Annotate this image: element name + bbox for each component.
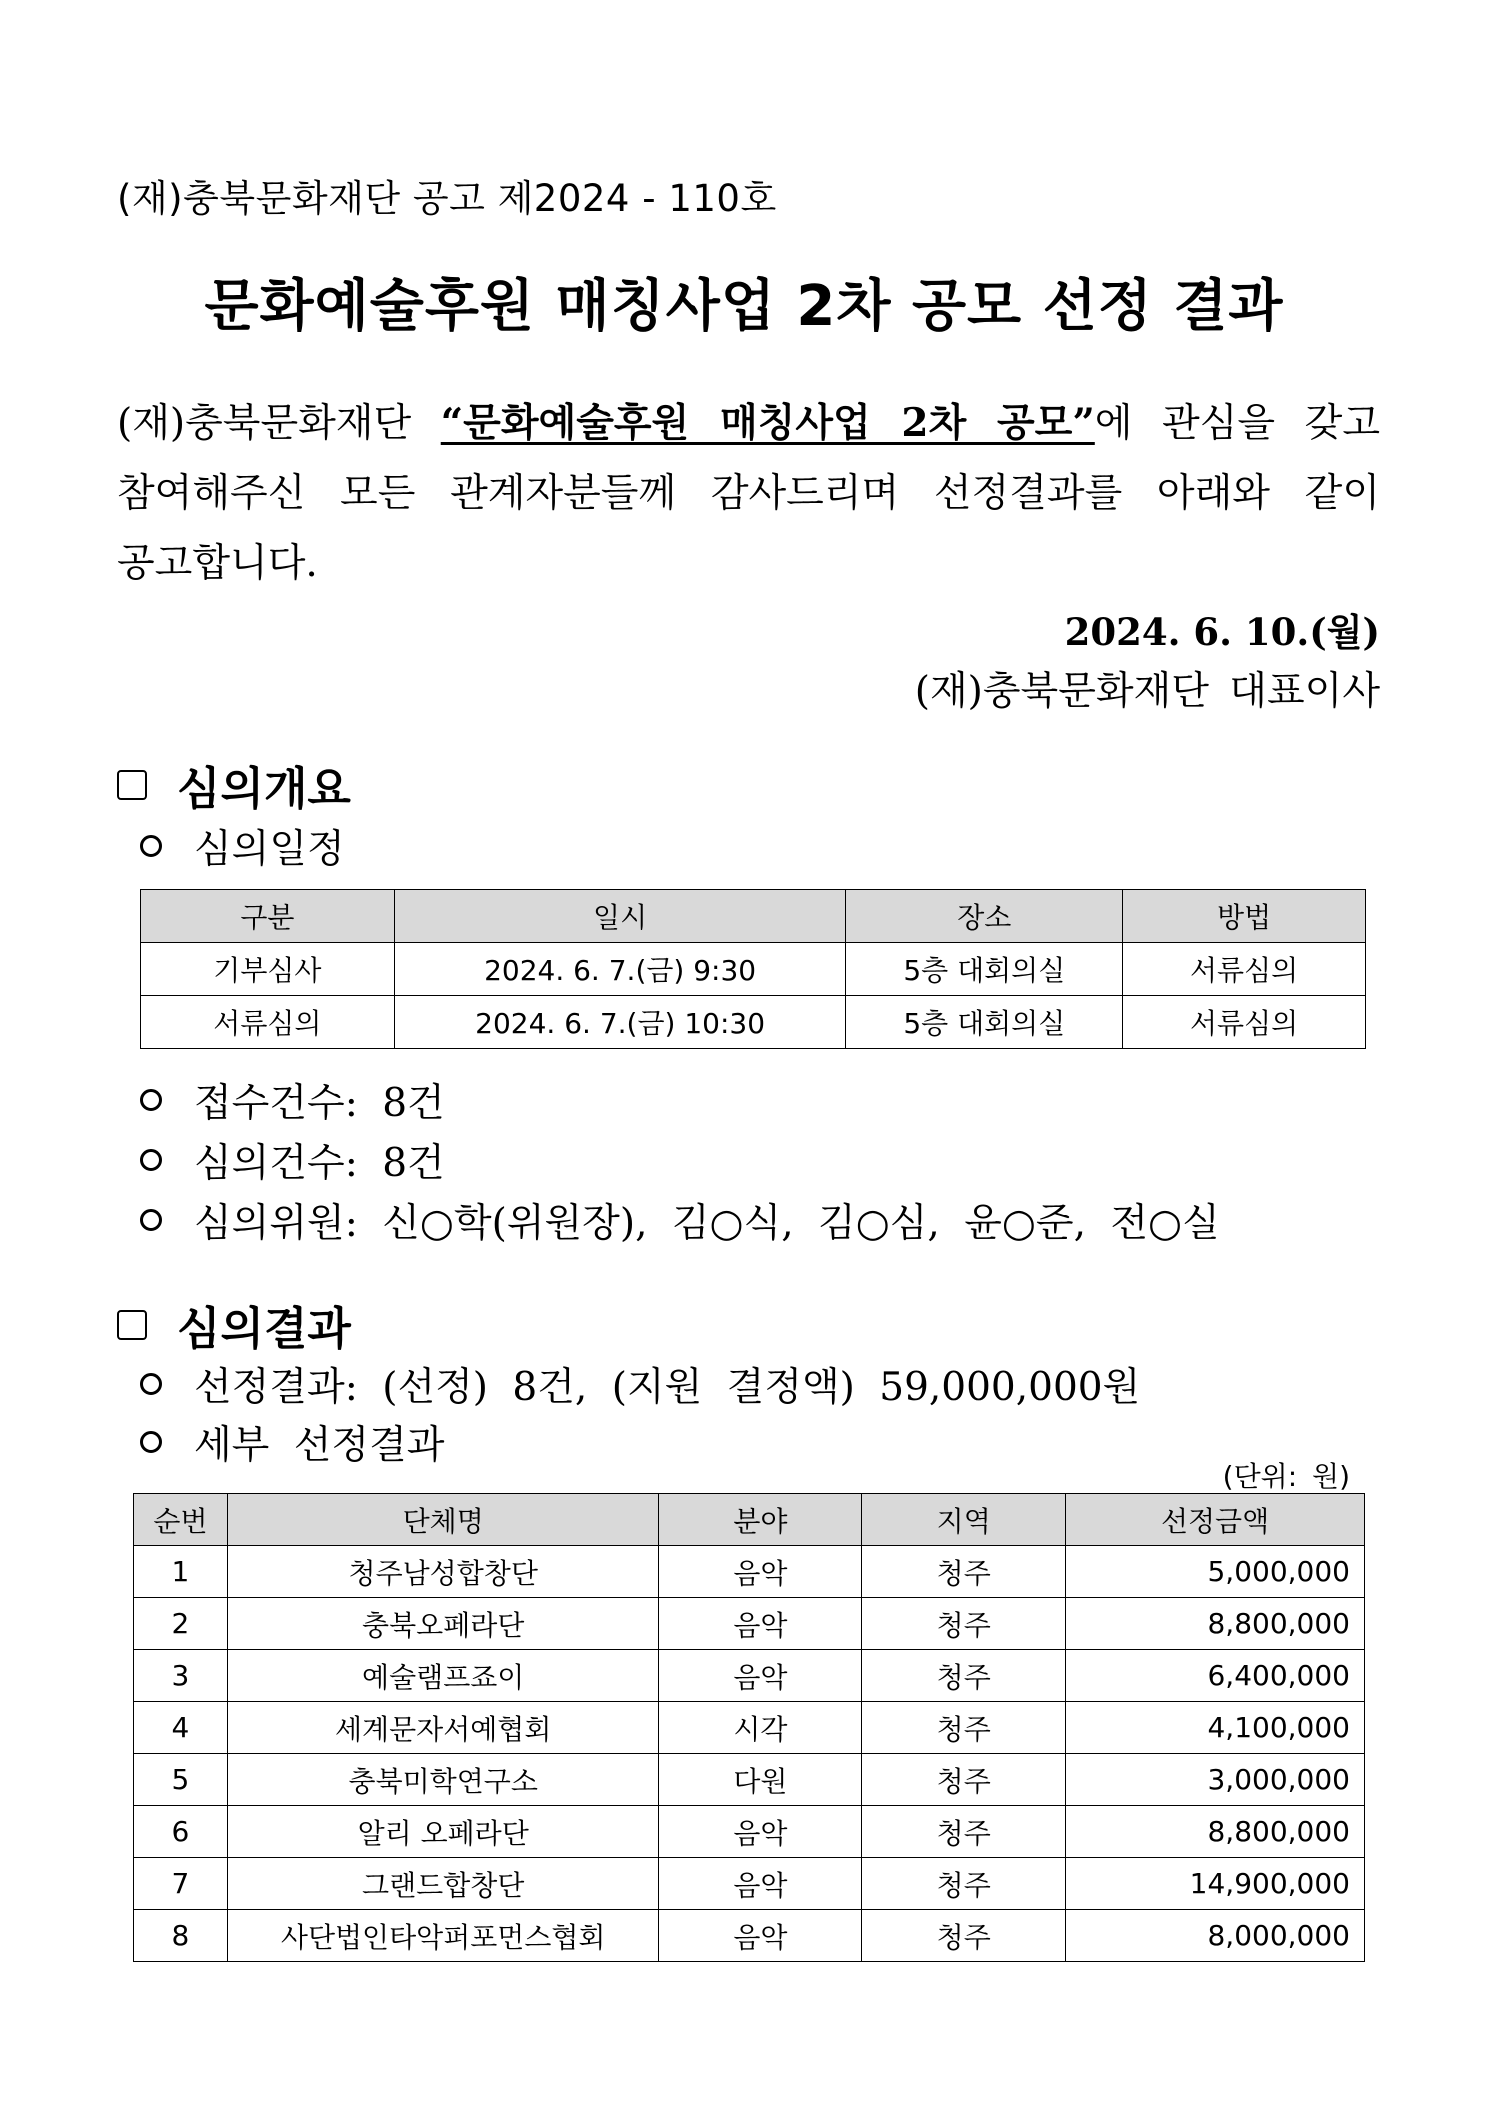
received-count-item [140, 1072, 445, 1128]
table-cell: 청주 [862, 1598, 1066, 1650]
table-cell: 5,000,000 [1066, 1546, 1365, 1598]
section-title: 심의개요 [177, 762, 351, 815]
square-bullet-icon [117, 770, 147, 800]
table-header-cell: 분야 [659, 1494, 862, 1546]
notice-date: 2024. 6. 10.(월) [1064, 610, 1380, 654]
schedule-table [140, 889, 1366, 1049]
table-cell: 5층 대회의실 [846, 943, 1123, 996]
table-cell: 예술램프죠이 [227, 1650, 659, 1702]
signer: (재)충북문화재단 대표이사 [914, 669, 1380, 714]
section-review-overview [117, 752, 351, 817]
table-header-cell: 순번 [134, 1494, 228, 1546]
table-row [134, 1910, 1365, 1962]
circle-bullet-icon [140, 835, 162, 857]
table-cell: 다원 [659, 1754, 862, 1806]
table-header-cell: 단체명 [227, 1494, 659, 1546]
table-header-cell: 지역 [862, 1494, 1066, 1546]
detail-label: 세부 선정결과 [194, 1423, 445, 1468]
table-header-cell: 일시 [394, 890, 846, 943]
table-cell: 음악 [659, 1598, 862, 1650]
table-cell: 음악 [659, 1910, 862, 1962]
table-row [134, 1858, 1365, 1910]
unit-label: (단위: 원) [1222, 1460, 1350, 1493]
table-cell: 6 [134, 1806, 228, 1858]
table-cell: 7 [134, 1858, 228, 1910]
committee-item [140, 1192, 1220, 1248]
intro-line-2: 참여해주신 모든 관계자분들께 감사드리며 선정결과를 아래와 같이 [117, 471, 1380, 516]
table-cell: 청주 [862, 1858, 1066, 1910]
circle-bullet-icon [140, 1089, 162, 1111]
circle-bullet-icon [140, 1209, 162, 1231]
intro-suffix: 에 관심을 갖고 [1094, 401, 1381, 446]
table-cell: 1 [134, 1546, 228, 1598]
intro-paragraph [117, 388, 1380, 599]
table-row [141, 996, 1366, 1049]
table-cell: 기부심사 [141, 943, 395, 996]
table-cell: 서류심의 [141, 996, 395, 1049]
section-title: 심의결과 [177, 1302, 351, 1355]
committee-members: 심의위원: 신○학(위원장), 김○식, 김○심, 윤○준, 전○실 [194, 1201, 1220, 1246]
table-cell: 그랜드합창단 [227, 1858, 659, 1910]
table-cell: 청주 [862, 1702, 1066, 1754]
circle-bullet-icon [140, 1431, 162, 1453]
intro-line-1 [117, 388, 1380, 459]
page-title: 문화예술후원 매칭사업 2차 공모 선정 결과 [204, 274, 1284, 339]
table-cell: 2024. 6. 7.(금) 10:30 [394, 996, 846, 1049]
table-header-cell: 장소 [846, 890, 1123, 943]
table-header-cell: 선정금액 [1066, 1494, 1365, 1546]
table-cell: 4 [134, 1702, 228, 1754]
table-row [134, 1546, 1365, 1598]
table-cell: 세계문자서예협회 [227, 1702, 659, 1754]
circle-bullet-icon [140, 1373, 162, 1395]
table-cell: 8 [134, 1910, 228, 1962]
received-count: 접수건수: 8건 [194, 1081, 445, 1126]
results-table [133, 1493, 1365, 1962]
table-cell: 4,100,000 [1066, 1702, 1365, 1754]
table-cell: 2 [134, 1598, 228, 1650]
table-cell: 8,800,000 [1066, 1806, 1365, 1858]
schedule-label-item [140, 818, 345, 874]
table-cell: 서류심의 [1123, 943, 1366, 996]
schedule-label: 심의일정 [194, 827, 345, 872]
table-cell: 청주 [862, 1650, 1066, 1702]
reviewed-count-item [140, 1132, 445, 1188]
table-cell: 3,000,000 [1066, 1754, 1365, 1806]
table-row [134, 1702, 1365, 1754]
table-cell: 청주 [862, 1546, 1066, 1598]
circle-bullet-icon [140, 1149, 162, 1171]
table-row [134, 1754, 1365, 1806]
selection-summary: 선정결과: (선정) 8건, (지원 결정액) 59,000,000원 [194, 1365, 1141, 1410]
table-cell: 시각 [659, 1702, 862, 1754]
table-row [134, 1806, 1365, 1858]
table-cell: 8,000,000 [1066, 1910, 1365, 1962]
table-cell: 사단법인타악퍼포먼스협회 [227, 1910, 659, 1962]
table-row [141, 943, 1366, 996]
table-cell: 청주 [862, 1806, 1066, 1858]
table-header-row [141, 890, 1366, 943]
table-cell: 2024. 6. 7.(금) 9:30 [394, 943, 846, 996]
table-cell: 충북미학연구소 [227, 1754, 659, 1806]
summary-item [140, 1356, 1140, 1412]
table-cell: 8,800,000 [1066, 1598, 1365, 1650]
table-cell: 6,400,000 [1066, 1650, 1365, 1702]
table-cell: 알리 오페라단 [227, 1806, 659, 1858]
table-cell: 서류심의 [1123, 996, 1366, 1049]
table-row [134, 1598, 1365, 1650]
table-cell: 음악 [659, 1650, 862, 1702]
table-cell: 음악 [659, 1858, 862, 1910]
table-cell: 충북오페라단 [227, 1598, 659, 1650]
table-row [134, 1650, 1365, 1702]
reviewed-count: 심의건수: 8건 [194, 1141, 445, 1186]
table-header-cell: 구분 [141, 890, 395, 943]
table-cell: 청주남성합창단 [227, 1546, 659, 1598]
table-cell: 5층 대회의실 [846, 996, 1123, 1049]
table-cell: 음악 [659, 1806, 862, 1858]
table-header-cell: 방법 [1123, 890, 1366, 943]
table-cell: 음악 [659, 1546, 862, 1598]
table-cell: 14,900,000 [1066, 1858, 1365, 1910]
notice-number: (재)충북문화재단 공고 제2024 - 110호 [117, 177, 777, 220]
table-cell: 청주 [862, 1910, 1066, 1962]
section-review-results [117, 1292, 351, 1357]
table-cell: 3 [134, 1650, 228, 1702]
intro-line-3: 공고합니다. [117, 541, 318, 586]
intro-project-name: “문화예술후원 매칭사업 2차 공모” [440, 400, 1095, 446]
intro-prefix: (재)충북문화재단 [117, 401, 441, 446]
square-bullet-icon [117, 1310, 147, 1340]
detail-label-item [140, 1414, 444, 1470]
table-header-row [134, 1494, 1365, 1546]
table-cell: 청주 [862, 1754, 1066, 1806]
table-cell: 5 [134, 1754, 228, 1806]
